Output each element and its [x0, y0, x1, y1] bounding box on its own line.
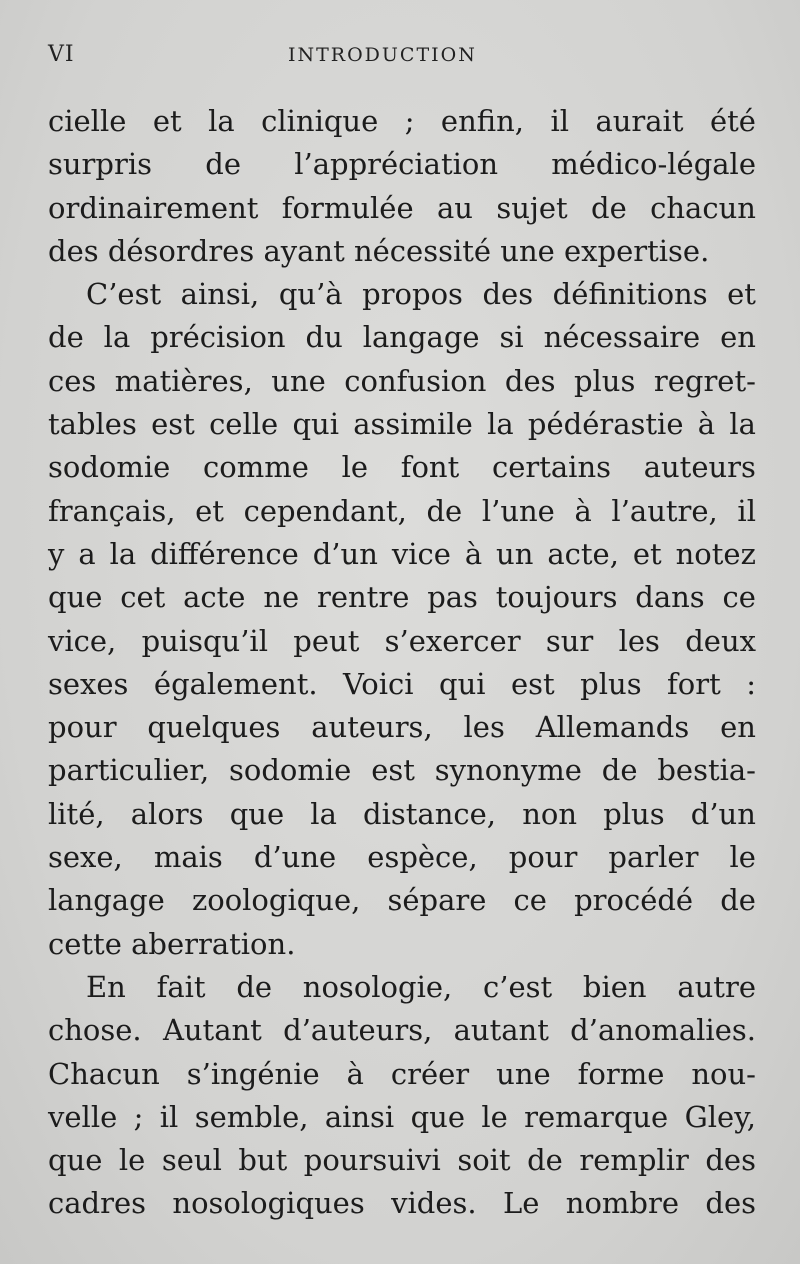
text-word: plus [603, 796, 665, 831]
text-word: que [48, 580, 103, 615]
text-word: créer [390, 1056, 470, 1091]
text-word: une [271, 363, 326, 398]
text-word: toujours [495, 580, 618, 615]
text-word: propos [362, 277, 463, 312]
text-word: vice [391, 536, 451, 571]
text-word: ; [404, 104, 415, 138]
text-word: dans [635, 580, 705, 615]
text-word: chacun [650, 190, 756, 225]
text-word: plus [573, 363, 636, 398]
page-number: VI [48, 42, 75, 67]
text-word: font [400, 450, 460, 485]
text-word: nosologiques [172, 1186, 365, 1221]
text-word: Allemands [535, 710, 690, 745]
text-word: sujet [496, 190, 568, 225]
text-word: les [618, 623, 660, 658]
text-line [48, 143, 756, 186]
text-word: des [705, 1143, 756, 1178]
text-word: au [436, 190, 473, 225]
text-word: quelques [147, 710, 281, 745]
text-word: poursuivi [303, 1143, 441, 1178]
text-word: sur [545, 623, 594, 658]
text-word: regret- [653, 363, 756, 398]
text-word: ; [133, 1099, 144, 1134]
text-word: nécessaire [543, 320, 701, 355]
text-word: des [504, 363, 556, 398]
text-word: plus [580, 666, 642, 701]
text-word: l’autre, [611, 493, 718, 528]
text-word: aurait [595, 104, 684, 138]
text-word: Voici [343, 666, 414, 701]
text-word: surpris [48, 147, 153, 182]
text-word: langage [362, 320, 480, 355]
text-word: précision [150, 320, 286, 355]
text-word: est [371, 753, 415, 788]
text-word: si [499, 320, 524, 355]
text-line: cette aberration. [48, 926, 296, 961]
text-line [48, 403, 756, 446]
text-word: d’une [253, 840, 337, 875]
text-word: également. [153, 666, 318, 701]
text-word: rentre [316, 580, 410, 615]
text-word: du [305, 320, 343, 355]
text-word: d’anomalies. [570, 1013, 756, 1048]
text-word: comme [203, 450, 309, 485]
text-word: de [48, 320, 84, 355]
text-word: une [496, 1056, 551, 1091]
text-word: à [464, 536, 483, 571]
text-word: qu’à [278, 277, 343, 312]
text-word: de [591, 190, 627, 225]
text-word: confusion [344, 363, 487, 398]
text-word: ne [263, 580, 300, 615]
text-word: nou- [691, 1056, 756, 1091]
text-word: médico-légale [551, 147, 756, 182]
text-word: y [48, 536, 65, 571]
text-word: forme [577, 1056, 665, 1091]
running-head [48, 42, 752, 78]
text-word: le [341, 450, 369, 485]
text-word: pas [427, 580, 478, 615]
text-word: la [109, 536, 137, 571]
text-line [48, 1182, 756, 1225]
text-word: et [632, 536, 662, 571]
running-title: INTRODUCTION [288, 44, 477, 66]
text-word: de [205, 147, 241, 182]
text-word: langage [48, 883, 165, 918]
text-word: sodomie [48, 450, 171, 485]
text-word: la [208, 104, 235, 138]
text-word: auteurs [643, 450, 756, 485]
text-word: vice, [48, 623, 117, 658]
text-word: espèce, [367, 840, 478, 875]
text-line [48, 100, 756, 143]
text-line [48, 1009, 756, 1052]
text-word: C’est [86, 277, 162, 312]
text-word: notez [675, 536, 756, 571]
text-word: fait [156, 969, 206, 1004]
text-word: deux [685, 623, 756, 658]
text-line [48, 793, 756, 836]
text-word: alors [130, 796, 204, 831]
text-word: mais [153, 840, 223, 875]
text-word: auteurs, [311, 710, 433, 745]
text-word: velle [48, 1099, 118, 1134]
text-word: qui [439, 666, 486, 701]
text-word: en [720, 710, 756, 745]
text-word: tables [48, 407, 137, 442]
text-word: est [511, 666, 555, 701]
text-word: ainsi, [180, 277, 260, 312]
text-word: ce [513, 883, 547, 918]
text-word: ces [48, 363, 97, 398]
text-word: puisqu’il [141, 623, 268, 658]
text-word: été [709, 104, 756, 138]
text-word: des [482, 277, 534, 312]
text-word: acte, [547, 536, 619, 571]
text-word: en [720, 320, 756, 355]
text-word: matières, [114, 363, 253, 398]
text-word: ce [722, 580, 756, 615]
text-word: peut [293, 623, 360, 658]
text-word: soit [457, 1143, 511, 1178]
text-word: clinique [261, 104, 379, 138]
text-line [48, 663, 756, 706]
text-line: des désordres ayant nécessité une expertise. [48, 233, 710, 268]
text-line [48, 879, 756, 922]
text-line [48, 836, 756, 879]
text-line [48, 316, 756, 359]
text-word: sexe, [48, 840, 123, 875]
text-line [48, 749, 756, 792]
text-word: Le [502, 1186, 540, 1221]
text-word: parler [608, 840, 699, 875]
text-word: cet [120, 580, 166, 615]
text-word: fort [667, 666, 721, 701]
text-word: : [746, 666, 756, 701]
text-word: c’est [482, 969, 553, 1004]
text-line [48, 706, 756, 749]
text-word: à [574, 493, 592, 528]
text-word: à [697, 407, 716, 442]
text-word: cependant, [243, 493, 407, 528]
text-word: les [463, 710, 505, 745]
text-word: Autant [162, 1013, 262, 1048]
text-word: sexes [48, 666, 129, 701]
text-word: assimile [353, 407, 473, 442]
text-word: vides. [391, 1186, 477, 1221]
text-word: des [705, 1186, 756, 1221]
text-word: la [487, 407, 514, 442]
text-word: enfin, [440, 104, 524, 138]
text-word: d’un [690, 796, 756, 831]
body-text [48, 100, 756, 1226]
text-word: il [737, 493, 756, 528]
text-line [48, 1053, 756, 1096]
text-word: distance, [363, 796, 497, 831]
text-word: certains [491, 450, 612, 485]
text-word: est [151, 407, 195, 442]
text-word: et [195, 493, 224, 528]
text-word: cadres [48, 1186, 147, 1221]
text-word: non [522, 796, 578, 831]
text-word: nombre [565, 1186, 680, 1221]
text-word: la [310, 796, 337, 831]
text-word: à [346, 1056, 364, 1091]
text-word: pédérastie [527, 407, 684, 442]
text-word: ordinairement [48, 190, 259, 225]
text-word: de [236, 969, 273, 1004]
text-word: autant [453, 1013, 549, 1048]
text-word: a [78, 536, 96, 571]
text-line [48, 273, 756, 316]
text-word: seul [161, 1143, 222, 1178]
text-word: s’ingénie [186, 1056, 320, 1091]
text-line [48, 490, 756, 533]
text-word: que [410, 1099, 465, 1134]
text-word: qui [292, 407, 339, 442]
text-line [48, 187, 756, 230]
text-word: zoologique, [191, 883, 361, 918]
text-word: remarque [524, 1099, 669, 1134]
text-word: remplir [579, 1143, 689, 1178]
text-word: de [601, 753, 638, 788]
text-word: bien [582, 969, 647, 1004]
text-word: nosologie, [302, 969, 453, 1004]
text-word: français, [48, 493, 176, 528]
text-word: pour [48, 710, 117, 745]
text-word: il [159, 1099, 179, 1134]
text-word: de [720, 883, 756, 918]
text-word: le [118, 1143, 146, 1178]
text-word: que [229, 796, 285, 831]
text-word: sodomie [229, 753, 352, 788]
text-word: la [729, 407, 756, 442]
text-word: le [481, 1099, 508, 1134]
text-word: et [727, 277, 756, 312]
text-word: un [496, 536, 534, 571]
text-word: et [152, 104, 182, 138]
text-word: de [527, 1143, 563, 1178]
text-word: la [103, 320, 131, 355]
text-word: s’exercer [384, 623, 521, 658]
text-word: d’auteurs, [283, 1013, 433, 1048]
text-line [48, 1139, 756, 1182]
text-word: acte [183, 580, 246, 615]
text-word: l’une [481, 493, 555, 528]
text-word: le [729, 840, 756, 875]
text-line [48, 1096, 756, 1139]
text-word: Chacun [48, 1056, 160, 1091]
text-word: procédé [574, 883, 694, 918]
text-word: sépare [387, 883, 487, 918]
text-line [48, 446, 756, 489]
text-word: semble, [194, 1099, 309, 1134]
text-word: ainsi [324, 1099, 395, 1134]
text-word: il [550, 104, 569, 138]
text-word: de [426, 493, 463, 528]
text-word: l’appréciation [294, 147, 499, 182]
text-word: autre [677, 969, 756, 1004]
text-word: d’un [312, 536, 378, 571]
text-word: bestia- [657, 753, 756, 788]
text-word: Gley, [684, 1099, 756, 1134]
text-word: particulier, [48, 753, 210, 788]
text-word: but [238, 1143, 288, 1178]
text-line [48, 360, 756, 403]
text-line [48, 966, 756, 1009]
text-word: formulée [281, 190, 414, 225]
text-word: différence [150, 536, 299, 571]
text-word: synonyme [434, 753, 582, 788]
text-word: cielle [48, 104, 127, 138]
text-line [48, 620, 756, 663]
text-word: En [86, 969, 126, 1004]
text-line [48, 533, 756, 576]
text-word: chose. [48, 1013, 142, 1048]
text-word: celle [209, 407, 279, 442]
text-word: définitions [552, 277, 708, 312]
text-word: lité, [48, 796, 105, 831]
text-line [48, 576, 756, 619]
text-word: pour [508, 840, 578, 875]
text-word: que [48, 1143, 103, 1178]
